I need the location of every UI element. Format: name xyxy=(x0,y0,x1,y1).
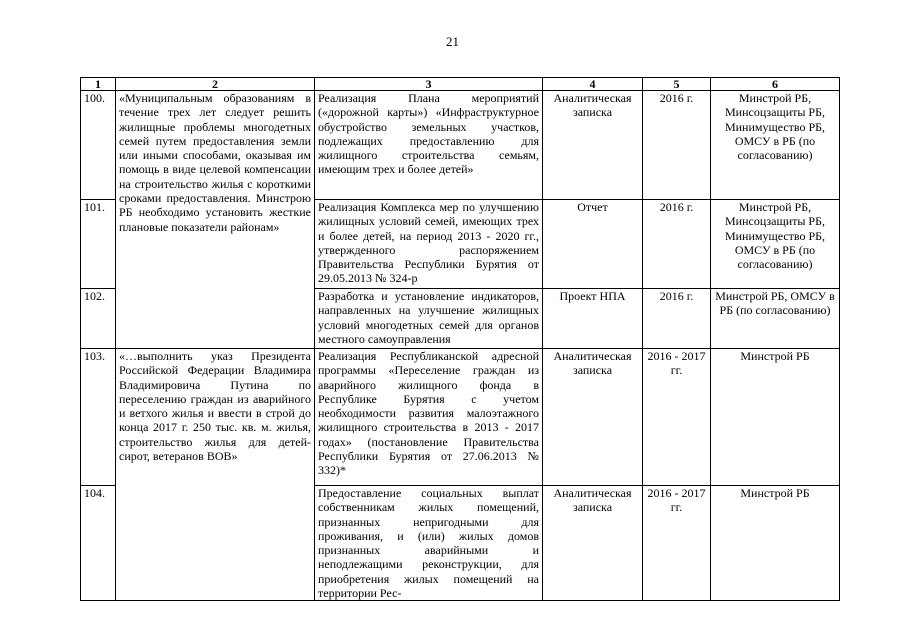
measure-text: Реализация Республиканской адресной программы «Переселение граждан из аварийного жилищного фонда в Республике Бурятия с учетом необходимости развития малоэтажного жилищного строительства в 2013 - 2017 годах» (постановление Правительства Республики Бурятия от 27.06.2013 № 332)* xyxy=(315,349,543,486)
header-row xyxy=(81,78,840,91)
deadline: 2016 - 2017 гг. xyxy=(643,486,711,601)
report-form: Аналитическая записка xyxy=(543,91,643,200)
executors: Минстрой РБ, ОМСУ в РБ (по согласованию) xyxy=(711,289,840,349)
task-text: «…выполнить указ Президента Российской Федерации Владимира Владимировича Путина по переселению граждан из аварийного и ветхого жилья и ввести в строй до конца 2017 г. 250 тыс. кв. м. жилья, строительство жилья для детей-сирот, ветеранов ВОВ» xyxy=(116,349,315,601)
deadline: 2016 - 2017 гг. xyxy=(643,349,711,486)
header-col-2: 2 xyxy=(116,78,315,91)
task-text: «Муниципальным образованиям в течение трех лет следует решить жилищные проблемы многодетных семей путем предоставления земли или иными способами, оказывая им помощь в виде целевой компенсации на строительство жилья с короткими сроками предоставления. Минстрою РБ необходимо установить жесткие плановые показатели районам» xyxy=(116,91,315,349)
header-col-4: 4 xyxy=(543,78,643,91)
deadline: 2016 г. xyxy=(643,200,711,289)
row-number: 100. xyxy=(81,91,116,200)
row-number: 102. xyxy=(81,289,116,349)
measure-text: Предоставление социальных выплат собственникам жилых помещений, признанных непригодными для проживания, и (или) жилых домов признанных аварийными и неподлежащими реконструкции, для приобретения жилых помещений на территории Рес- xyxy=(315,486,543,601)
report-form: Аналитическая записка xyxy=(543,349,643,486)
deadline: 2016 г. xyxy=(643,289,711,349)
measure-text: Реализация Плана мероприятий («дорожной карты») «Инфраструктурное обустройство земельных участков, подлежащих предоставлению для жилищного строительства семьям, имеющим трех и более детей» xyxy=(315,91,543,200)
report-form: Аналитическая записка xyxy=(543,486,643,601)
row-number: 101. xyxy=(81,200,116,289)
executors: Минстрой РБ xyxy=(711,486,840,601)
executors: Минстрой РБ xyxy=(711,349,840,486)
header-col-5: 5 xyxy=(643,78,711,91)
report-form: Проект НПА xyxy=(543,289,643,349)
header-col-1: 1 xyxy=(81,78,116,91)
report-form: Отчет xyxy=(543,200,643,289)
page-number: 21 xyxy=(446,34,459,49)
deadline: 2016 г. xyxy=(643,91,711,200)
header-col-6: 6 xyxy=(711,78,840,91)
measure-text: Разработка и установление индикаторов, направленных на улучшение жилищных условий многодетных семей для органов местного самоуправления xyxy=(315,289,543,349)
row-number: 103. xyxy=(81,349,116,486)
executors: Минстрой РБ, Минсоцзащиты РБ, Минимущество РБ, ОМСУ в РБ (по согласованию) xyxy=(711,200,840,289)
header-col-3: 3 xyxy=(315,78,543,91)
measure-text: Реализация Комплекса мер по улучшению жилищных условий семей, имеющих трех и более детей, на период 2013 - 2020 гг., утвержденного распоряжением Правительства Республики Бурятия от 29.05.2013 № 324-р xyxy=(315,200,543,289)
table-row xyxy=(81,91,840,200)
table-row xyxy=(81,349,840,486)
measures-table xyxy=(80,77,840,601)
executors: Минстрой РБ, Минсоцзащиты РБ, Минимущество РБ, ОМСУ в РБ (по согласованию) xyxy=(711,91,840,200)
row-number: 104. xyxy=(81,486,116,601)
